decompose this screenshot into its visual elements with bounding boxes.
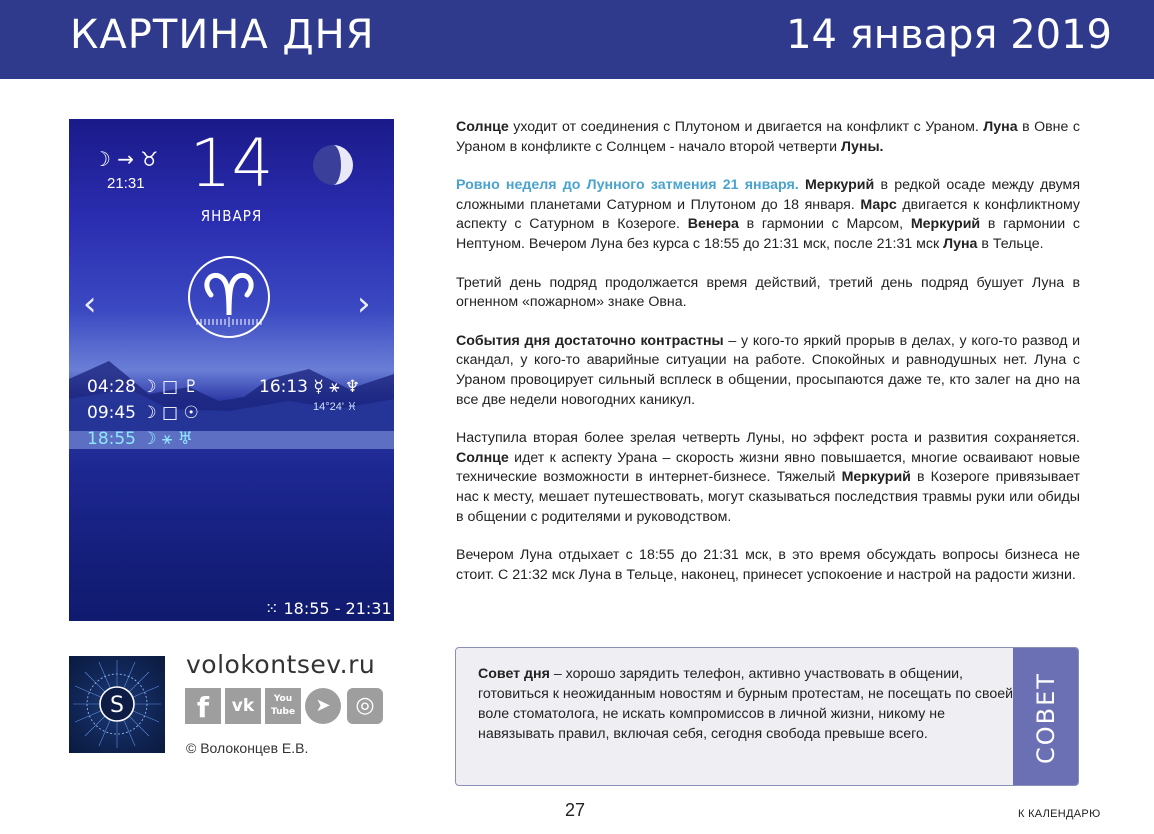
event-aspect: ☽ □ ♇: [141, 377, 199, 397]
logo-emblem-icon: [69, 656, 165, 753]
vk-icon[interactable]: vk: [225, 688, 261, 724]
event-aspect: ☽ □ ☉: [141, 403, 199, 423]
aries-icon: [187, 253, 271, 345]
event-row[interactable]: [87, 429, 193, 449]
text-run: – у кого-то яркий прорыв в делах, у кого-то развод и скандал, у кого-то аварийные ситуации на работе. Спокойных и равнодушных нет. Луна с Ураном провоцирует сильный всплеск в общении, просыпаются даже те, кто залег на дно на все две недели новогодних каникул.: [456, 332, 1081, 408]
forecast-text: [456, 118, 1080, 604]
day-app-card: [69, 119, 394, 621]
first-quarter-moon-icon: [309, 141, 357, 189]
advice-box: [455, 647, 1079, 786]
text-run: в редкой осаде между двумя сложными планетами Сатурном и Плутоном до 18 января.: [456, 177, 1080, 213]
bold-term: Меркурий: [804, 177, 875, 194]
page-number: 27: [565, 800, 586, 820]
instagram-icon[interactable]: ◎: [347, 688, 383, 724]
text-run: двигается к конфликтному аспекту с Сатурном в Козероге.: [456, 196, 1080, 233]
bold-term: Луны.: [841, 138, 884, 155]
event-time: 04:28: [87, 377, 136, 397]
bold-term: Солнце: [456, 449, 509, 466]
back-to-calendar-link[interactable]: К КАЛЕНДАРЮ: [1018, 808, 1101, 820]
telegram-icon[interactable]: ➤: [305, 688, 341, 724]
bold-term: Меркурий: [910, 216, 981, 233]
page-title: КАРТИНА ДНЯ: [70, 12, 375, 58]
text-run: в Тельце.: [977, 235, 1044, 252]
text-run: Наступила вторая более зрелая четверть Луны, но эффект роста и развития сохраняется.: [456, 430, 1080, 447]
paragraph: [456, 332, 1080, 410]
bold-term: Луна: [943, 235, 978, 252]
site-link[interactable]: volokontsev.ru: [186, 650, 376, 679]
advice-body: – хорошо зарядить телефон, активно участвовать в общении, готовиться к неожиданным новостям и бурным протестам, не посещать по своей воле стоматолога, не искать компромиссов в личной жизни, никому не навязывать правил, включая себя, сегодня свобода превыше всего.: [478, 666, 1014, 742]
event-degree: 14°24' ♓: [313, 401, 357, 413]
text-run: Третий день подряд продолжается время действий, третий день подряд бушует Луна в огненном «пожарном» знаке Овна.: [456, 274, 1080, 311]
advice-lead: Совет дня: [478, 666, 550, 682]
prev-day-button[interactable]: ‹: [83, 284, 97, 324]
event-row[interactable]: [87, 403, 199, 423]
bold-term: Меркурий: [841, 469, 911, 486]
moon-ingress: ☽ → ♉: [93, 147, 159, 171]
text-run: уходит от соединения с Плутоном и двигается на конфликт с Ураном.: [508, 119, 984, 135]
facebook-icon[interactable]: f: [185, 688, 221, 724]
page-header: [0, 0, 1154, 79]
event-row[interactable]: [259, 377, 360, 397]
event-time: 16:13: [259, 377, 308, 397]
logo[interactable]: [69, 656, 165, 753]
bold-term: События дня достаточно контрастны: [456, 332, 724, 349]
bold-term: Марс: [860, 196, 897, 213]
highlight-text: Ровно неделя до Лунного затмения 21 января.: [456, 177, 799, 194]
text-run: идет к аспекту Урана – скорость жизни явно повышается, многие осваивают новые технические возможности в интернет-бизнесе. Тяжелый: [456, 449, 1080, 486]
bold-term: Венера: [687, 216, 739, 233]
paragraph: [456, 176, 1080, 254]
paragraph: [456, 118, 1080, 157]
void-course-time: ⁙ 18:55 - 21:31: [265, 599, 392, 618]
advice-text: [478, 664, 1018, 744]
text-run: Вечером Луна отдыхает с 18:55 до 21:31 мск, в это время обсуждать вопросы бизнеса не стоит. С 21:32 мск Луна в Тельце, наконец, принесет успокоение и настрой на радости жизни.: [456, 547, 1080, 583]
bold-term: Луна: [983, 119, 1018, 135]
text-run: в Овне с Ураном в конфликте с Солнцем - начало второй четверти: [456, 119, 1080, 155]
next-day-button[interactable]: ›: [357, 284, 371, 324]
advice-tab-label: СОВЕТ: [1031, 671, 1060, 764]
event-time: 09:45: [87, 403, 136, 423]
youtube-icon[interactable]: You Tube: [265, 688, 301, 724]
event-aspect: ☽ ⚹ ♅: [141, 429, 193, 449]
day-number: 14: [189, 125, 274, 202]
event-aspect: ☿ ⚹ ♆: [313, 377, 361, 397]
page-date: 14 января 2019: [786, 12, 1112, 58]
advice-tab: [1013, 648, 1078, 786]
paragraph: [456, 274, 1080, 313]
moon-ingress-time: 21:31: [107, 175, 145, 192]
event-time: 18:55: [87, 429, 136, 449]
bold-term: Солнце: [456, 119, 509, 135]
paragraph: [456, 429, 1080, 527]
paragraph: [456, 546, 1080, 585]
text-run: в гармонии с Марсом,: [738, 216, 911, 233]
month-label: ЯНВАРЯ: [200, 207, 263, 225]
event-row[interactable]: [87, 377, 199, 397]
logo-letter: S: [110, 693, 124, 718]
copyright: © Волоконцев Е.В.: [186, 740, 309, 756]
text-run: в гармонии с Нептуном. Вечером Луна без курса с 18:55 до 21:31 мск, после 21:31 мск: [456, 216, 1080, 252]
text-run: в Козероге привязывает нас к месту, мешает путешествовать, могут сказываться последствия травмы руки или обиды в общении с родителями и руководством.: [456, 469, 1081, 525]
